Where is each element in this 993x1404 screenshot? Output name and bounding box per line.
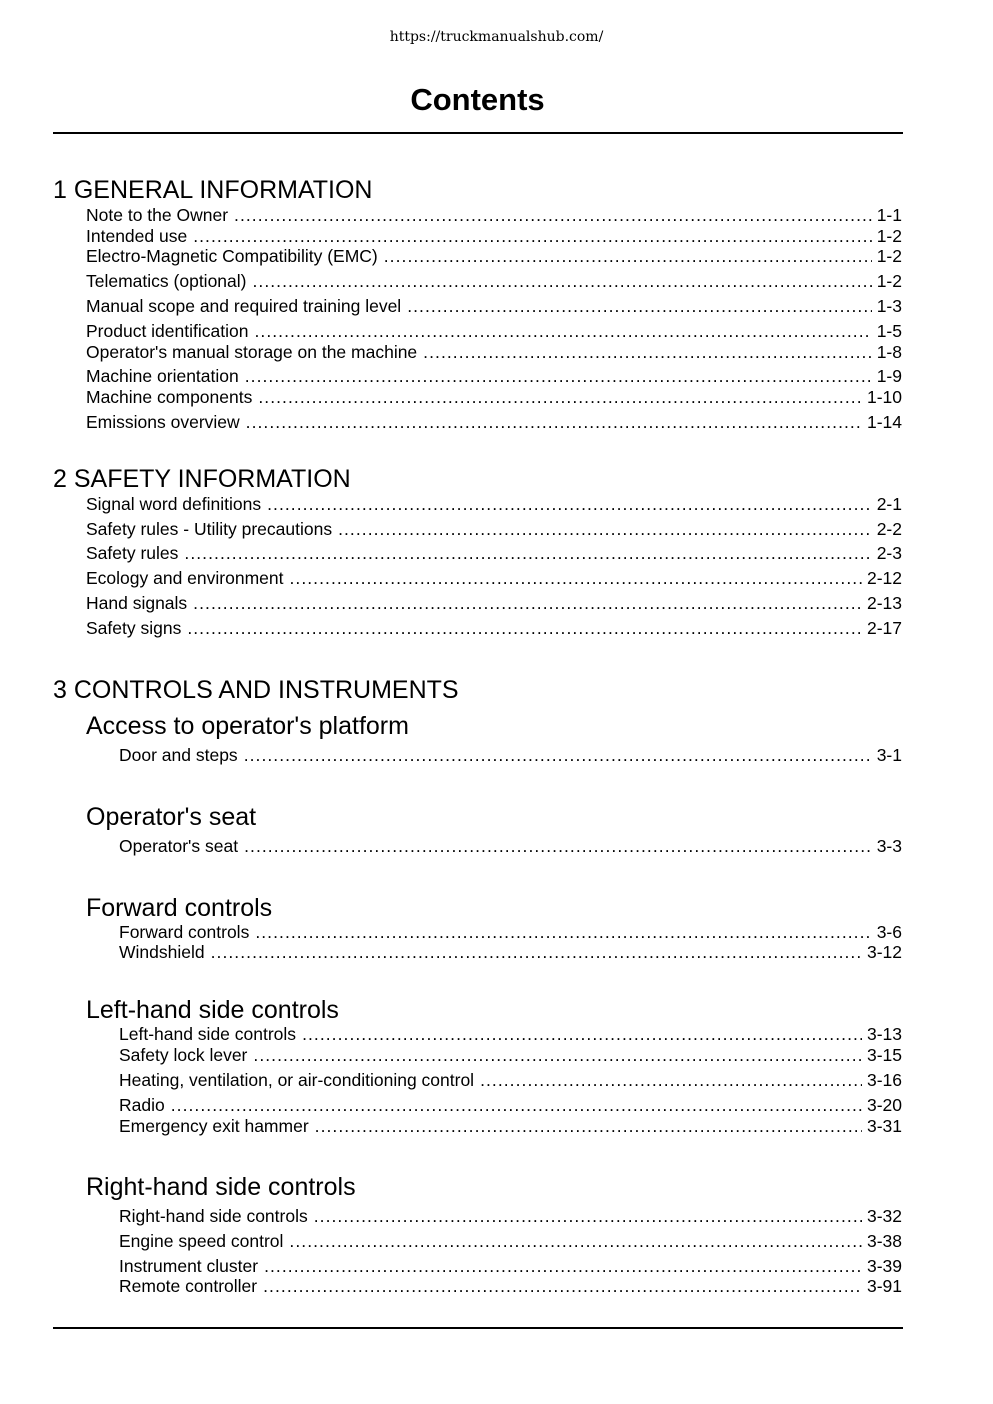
toc-entry-title: Telematics (optional) xyxy=(86,271,247,291)
toc-entry[interactable] xyxy=(86,494,902,516)
toc-entry-page: 1-10 xyxy=(866,387,902,407)
dot-leader xyxy=(254,321,871,342)
toc-entry[interactable] xyxy=(86,618,902,640)
toc-entry-title: Door and steps xyxy=(119,745,238,765)
toc-entry[interactable] xyxy=(86,296,902,318)
toc-entry[interactable] xyxy=(86,519,902,541)
bottom-divider xyxy=(53,1327,903,1329)
toc-entry-title: Instrument cluster xyxy=(119,1256,259,1276)
toc-entry-title: Intended use xyxy=(86,226,188,246)
dot-leader xyxy=(407,296,872,317)
toc-entry-title: Heating, ventilation, or air-conditioning control xyxy=(119,1070,475,1090)
top-divider xyxy=(53,132,903,134)
dot-leader xyxy=(193,593,862,614)
chapter-heading: 3 CONTROLS AND INSTRUMENTS xyxy=(53,676,459,704)
chapter-heading: 1 GENERAL INFORMATION xyxy=(53,176,373,204)
toc-entry-page: 1-2 xyxy=(876,271,902,291)
toc-entry-title: Engine speed control xyxy=(119,1231,284,1251)
toc-entry-title: Left-hand side controls xyxy=(119,1024,297,1044)
toc-entry-page: 2-12 xyxy=(866,568,902,588)
toc-entry-page: 1-5 xyxy=(876,321,902,341)
toc-entry[interactable] xyxy=(86,568,902,590)
toc-entry-title: Forward controls xyxy=(119,922,250,942)
toc-entry-title: Note to the Owner xyxy=(86,205,229,225)
toc-entry[interactable] xyxy=(86,226,902,248)
toc-entry[interactable] xyxy=(86,205,902,227)
toc-entry[interactable] xyxy=(119,1276,902,1298)
toc-entry[interactable] xyxy=(86,246,902,268)
toc-entry-page: 1-2 xyxy=(876,246,902,266)
toc-entry-page: 1-1 xyxy=(876,205,902,225)
dot-leader xyxy=(384,246,872,267)
toc-entry-title: Windshield xyxy=(119,942,205,962)
toc-entry[interactable] xyxy=(119,1070,902,1092)
toc-entry-page: 3-6 xyxy=(876,922,902,942)
toc-entry-page: 3-16 xyxy=(866,1070,902,1090)
toc-entry-title: Manual scope and required training level xyxy=(86,296,402,316)
toc-entry[interactable] xyxy=(119,836,902,858)
toc-entry[interactable] xyxy=(86,321,902,343)
toc-entry-page: 2-13 xyxy=(866,593,902,613)
toc-entry-title: Ecology and environment xyxy=(86,568,284,588)
dot-leader xyxy=(302,1024,862,1045)
toc-entry-page: 1-9 xyxy=(876,366,902,386)
page-title: Contents xyxy=(410,82,545,117)
source-url: https://truckmanualshub.com/ xyxy=(389,29,604,45)
dot-leader xyxy=(338,519,872,540)
toc-entry-page: 3-3 xyxy=(876,836,902,856)
toc-entry[interactable] xyxy=(119,745,902,767)
toc-entry-title: Emergency exit hammer xyxy=(119,1116,309,1136)
toc-entry-page: 3-1 xyxy=(876,745,902,765)
toc-entry-title: Emissions overview xyxy=(86,412,240,432)
toc-entry-page: 3-91 xyxy=(866,1276,902,1296)
toc-entry-page: 3-31 xyxy=(866,1116,902,1136)
dot-leader xyxy=(423,342,872,363)
section-heading: Operator's seat xyxy=(86,803,257,831)
toc-entry[interactable] xyxy=(119,922,902,944)
toc-entry-page: 1-8 xyxy=(876,342,902,362)
toc-entry-page: 3-20 xyxy=(866,1095,902,1115)
dot-leader xyxy=(184,543,871,564)
dot-leader xyxy=(264,1256,862,1277)
toc-entry[interactable] xyxy=(86,387,902,409)
toc-entry-title: Safety rules - Utility precautions xyxy=(86,519,333,539)
toc-entry-title: Safety signs xyxy=(86,618,182,638)
toc-entry-page: 3-38 xyxy=(866,1231,902,1251)
toc-entry-title: Right-hand side controls xyxy=(119,1206,308,1226)
toc-entry[interactable] xyxy=(86,412,902,434)
toc-entry[interactable] xyxy=(119,1095,902,1117)
toc-entry[interactable] xyxy=(86,271,902,293)
toc-entry-page: 2-17 xyxy=(866,618,902,638)
dot-leader xyxy=(480,1070,862,1091)
toc-entry[interactable] xyxy=(119,1206,902,1228)
toc-entry[interactable] xyxy=(86,366,902,388)
dot-leader xyxy=(187,618,862,639)
dot-leader xyxy=(211,942,862,963)
toc-entry[interactable] xyxy=(119,1024,902,1046)
dot-leader xyxy=(253,1045,862,1066)
toc-entry-page: 1-14 xyxy=(866,412,902,432)
dot-leader xyxy=(289,1231,862,1252)
dot-leader xyxy=(252,271,871,292)
toc-entry-title: Safety rules xyxy=(86,543,179,563)
dot-leader xyxy=(246,412,862,433)
toc-entry-title: Electro-Magnetic Compatibility (EMC) xyxy=(86,246,378,266)
section-heading: Forward controls xyxy=(86,894,273,922)
toc-entry[interactable] xyxy=(86,543,902,565)
toc-entry-title: Operator's seat xyxy=(119,836,239,856)
toc-entry[interactable] xyxy=(86,342,902,364)
toc-entry[interactable] xyxy=(86,593,902,615)
toc-entry[interactable] xyxy=(119,1045,902,1067)
dot-leader xyxy=(244,836,872,857)
toc-entry[interactable] xyxy=(119,1116,902,1138)
toc-entry-page: 2-2 xyxy=(876,519,902,539)
dot-leader xyxy=(263,1276,862,1297)
toc-entry[interactable] xyxy=(119,1231,902,1253)
dot-leader xyxy=(245,366,872,387)
toc-entry-page: 3-13 xyxy=(866,1024,902,1044)
toc-entry-title: Machine components xyxy=(86,387,253,407)
section-heading: Right-hand side controls xyxy=(86,1173,356,1201)
toc-entry-page: 1-3 xyxy=(876,296,902,316)
dot-leader xyxy=(193,226,872,247)
toc-entry[interactable] xyxy=(119,942,902,964)
toc-entry-title: Hand signals xyxy=(86,593,188,613)
toc-entry-title: Safety lock lever xyxy=(119,1045,248,1065)
dot-leader xyxy=(289,568,861,589)
dot-leader xyxy=(171,1095,862,1116)
toc-entry-page: 3-15 xyxy=(866,1045,902,1065)
dot-leader xyxy=(255,922,871,943)
dot-leader xyxy=(234,205,872,226)
toc-entry-title: Radio xyxy=(119,1095,165,1115)
dot-leader xyxy=(315,1116,862,1137)
toc-entry-page: 3-39 xyxy=(866,1256,902,1276)
toc-entry-title: Operator's manual storage on the machine xyxy=(86,342,418,362)
toc-entry[interactable] xyxy=(119,1256,902,1278)
toc-entry-page: 2-3 xyxy=(876,543,902,563)
toc-entry-title: Signal word definitions xyxy=(86,494,262,514)
section-heading: Access to operator's platform xyxy=(86,712,409,740)
dot-leader xyxy=(267,494,872,515)
section-heading: Left-hand side controls xyxy=(86,996,339,1024)
toc-entry-title: Remote controller xyxy=(119,1276,258,1296)
dot-leader xyxy=(258,387,862,408)
dot-leader xyxy=(244,745,872,766)
chapter-heading: 2 SAFETY INFORMATION xyxy=(53,465,351,493)
dot-leader xyxy=(314,1206,862,1227)
toc-entry-page: 3-12 xyxy=(866,942,902,962)
toc-entry-title: Product identification xyxy=(86,321,249,341)
toc-entry-title: Machine orientation xyxy=(86,366,239,386)
toc-entry-page: 2-1 xyxy=(876,494,902,514)
toc-entry-page: 3-32 xyxy=(866,1206,902,1226)
toc-entry-page: 1-2 xyxy=(876,226,902,246)
